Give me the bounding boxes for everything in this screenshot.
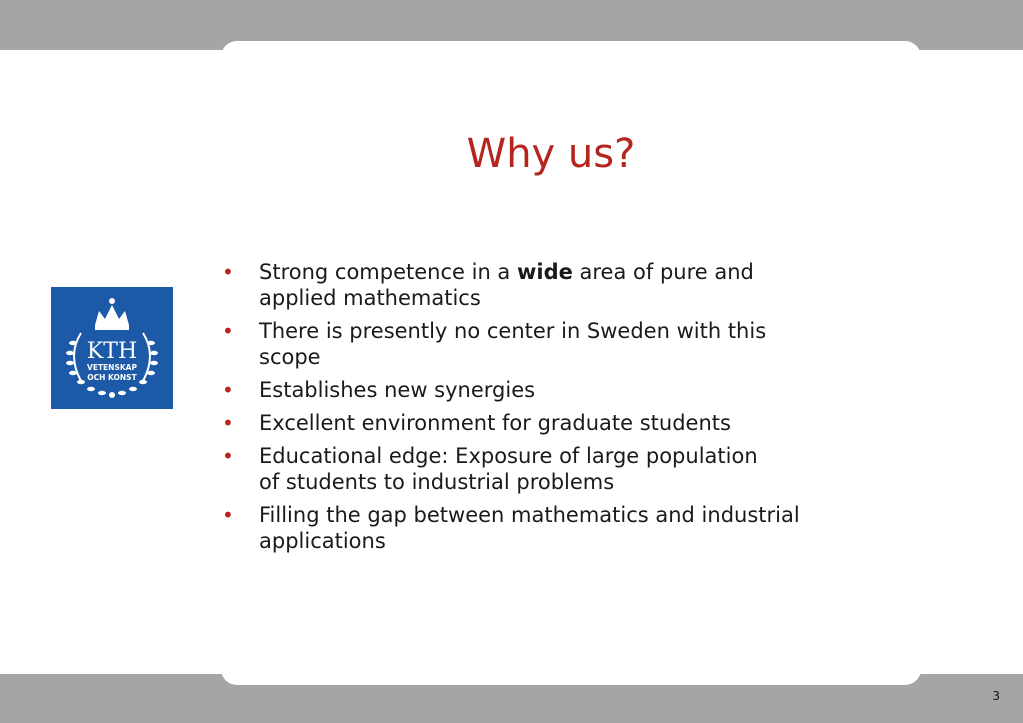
bullet-text: Establishes new synergies bbox=[259, 378, 536, 402]
list-item bbox=[222, 318, 912, 370]
bullet-icon: • bbox=[222, 411, 234, 435]
bullet-text: There is presently no center in Sweden with this scope bbox=[259, 319, 767, 369]
bullet-text: Filling the gap between mathematics and industrial applications bbox=[259, 503, 800, 553]
bullet-list bbox=[222, 259, 912, 561]
kth-logo bbox=[51, 287, 173, 409]
bullet-icon: • bbox=[222, 260, 234, 284]
bullet-icon: • bbox=[222, 319, 234, 343]
page-number: 3 bbox=[992, 689, 1000, 703]
bullet-text: Educational edge: Exposure of large population of students to industrial problems bbox=[259, 444, 758, 494]
bullet-icon: • bbox=[222, 378, 234, 402]
list-item bbox=[222, 443, 912, 495]
list-item bbox=[222, 502, 912, 554]
slide-title: Why us? bbox=[466, 131, 636, 177]
logo-monogram: KTH bbox=[86, 339, 138, 364]
list-item bbox=[222, 259, 912, 311]
bullet-icon: • bbox=[222, 444, 234, 468]
logo-subtitle-line2: OCH KONST bbox=[87, 373, 137, 382]
kth-emblem-icon bbox=[51, 287, 173, 409]
bullet-text: Strong competence in a wide area of pure and applied mathematics bbox=[259, 260, 754, 310]
list-item bbox=[222, 377, 912, 403]
logo-subtitle-line1: VETENSKAP bbox=[87, 363, 137, 372]
bullet-icon: • bbox=[222, 503, 234, 527]
bullet-text: Excellent environment for graduate students bbox=[259, 411, 731, 435]
list-item bbox=[222, 410, 912, 436]
